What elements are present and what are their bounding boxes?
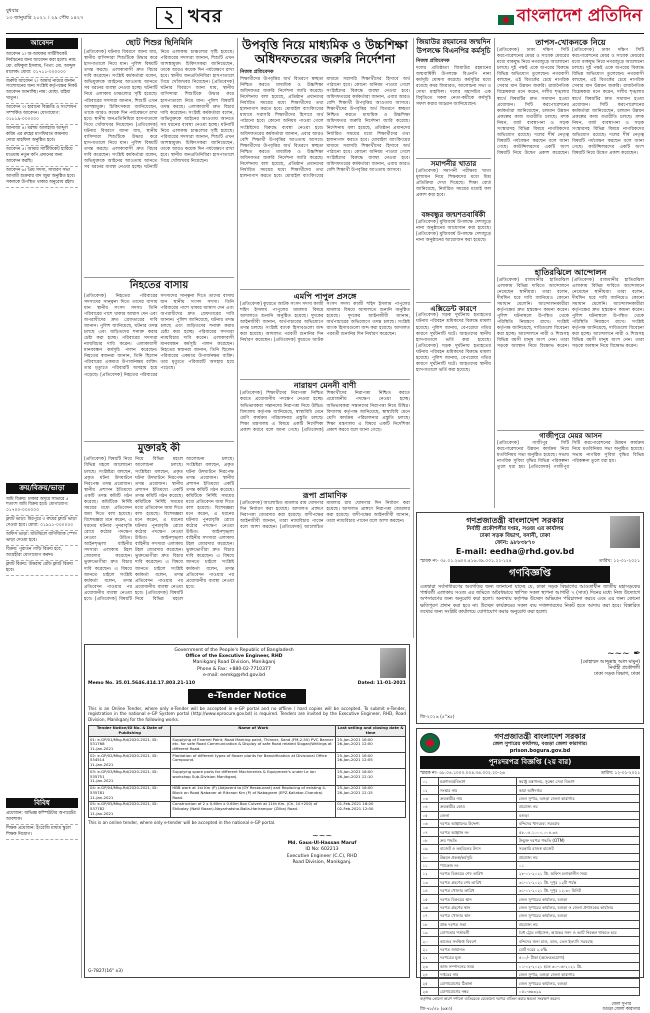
tender-dated: Dated: 11-01-2021 <box>357 680 406 686</box>
misc-title: বিবিধ <box>6 798 78 809</box>
tender-signer: Md. Gaus-Ul-Hassan Maruf <box>287 840 357 846</box>
retender-value: বন্দিদের জন্য চাল, ডাল, তেল ইত্যাদি সরবরাহ <box>517 937 640 945</box>
retender-value: জেল সুপারের কার্যালয়, বগুড়া ও জেলা প্রশাসকের কার্যালয় <box>517 903 640 911</box>
retender-field: যোগ্যতার শর্তাবলী <box>438 929 517 937</box>
retender-sl: ১৮ <box>421 920 439 928</box>
day-label: বুধবার <box>6 8 19 14</box>
retender-value: জেল সুপার, বগুড়া জেলা কারাগার <box>517 970 640 978</box>
section-title: খবর <box>188 6 223 27</box>
logo-text: বাংলাদেশ প্রতিদিন <box>516 6 642 26</box>
body-a3: দলের প্রতিষ্ঠাতা জিয়াউর রহমানের জন্মবার্ষিকী উপলক্ষে বিএনপি নানা কর্মসূচি ঘোষণা করেছে। কর্মসূচির মধ্যে রয়েছে কবর জিয়ারত, আলোচনা সভা ও দোয়া মাহফিল। দলের মহাসচিব এক বিবৃতিতে সকল নেতা-কর্মীকে কর্মসূচি সফল করার আহ্বান জানিয়েছেন। <box>416 65 491 108</box>
retender-field: ক্রয় পদ্ধতি <box>438 836 517 844</box>
ad1-signer-title: নির্বাহী প্রকৌশলী <box>608 665 640 671</box>
retender-row <box>421 920 640 928</box>
tender-row <box>89 737 406 753</box>
classifieds-title: আবেদন <box>6 38 78 49</box>
story-column-3 <box>240 38 410 638</box>
body-a14: [প্রতিবেদক] গাজীপুর সিটি করপোরেশনের উন্নয়ন কার্যক্রম নিয়ে মতবিনিময় সভা অনুষ্ঠিত হয়েছে। সভায় নাগরিক সুবিধা বৃদ্ধির বিভিন্ন পরিকল্পনা তুলে ধরা হয়। [প্রতিবেদক] গাজীপুর সিটি করপোরেশনের উন্নয়ন কার্যক্রম নিয়ে মতবিনিময় সভা অনুষ্ঠিত হয়েছে। সভায় নাগরিক সুবিধা বৃদ্ধির বিভিন্ন পরিকল্পনা তুলে ধরা হয়। <box>497 441 644 471</box>
body-a6: [প্রতিবেদক] নিহতের পরিবারের সদস্যদের সান্ত্বনা দিতে তাদের বাসায় যান স্থানীয় সংসদ সদস্য। তিনি পরিবারের পাশে থাকার আশ্বাস দেন এবং অপরাধীদের দ্রুত গ্রেফতারের দাবি জানান। পুলিশ জানিয়েছে, ঘটনার তদন্ত চলছে এবং জড়িতদের শনাক্ত করার চেষ্টা করা হচ্ছে। পরিবারের সদস্যরা ন্যায়বিচার দাবি করেন। এলাকাবাসী মানববন্ধন কর্মসূচি পালন করেছেন। নিহতের স্বজনরা জানান, তিনি ছিলেন পরিবারের একমাত্র উপার্জনক্ষম ব্যক্তি। তার মৃত্যুতে পরিবারটি অসহায় হয়ে পড়েছে। [প্রতিবেদক] নিহতের পরিবারের সদস্যদের সান্ত্বনা দিতে তাদের বাসায় যান স্থানীয় সংসদ সদস্য। তিনি পরিবারের পাশে থাকার আশ্বাস দেন এবং অপরাধীদের দ্রুত গ্রেফতারের দাবি জানান। পুলিশ জানিয়েছে, ঘটনার তদন্ত চলছে এবং জড়িতদের শনাক্ত করার চেষ্টা করা হচ্ছে। পরিবারের সদস্যরা ন্যায়বিচার দাবি করেন। এলাকাবাসী মানববন্ধন কর্মসূচি পালন করেছেন। নিহতের স্বজনরা জানান, তিনি ছিলেন পরিবারের একমাত্র উপার্জনক্ষম ব্যক্তি। তার মৃত্যুতে পরিবারটি অসহায় হয়ে পড়েছে। <box>84 293 234 378</box>
retender-field: কাজের সংক্ষিপ্ত বিবরণ <box>438 937 517 945</box>
tender-signature: ~~~ <box>311 830 333 840</box>
ad1-location: ঢাকা সড়ক বিভাগ, বনানী, ঢাকা <box>479 532 551 539</box>
retender-field: দরপত্র খোলার স্থান <box>438 912 517 920</box>
retender-value: ৫০০/- টাকা (অফেরতযোগ্য) <box>517 954 640 962</box>
headline-a5: হাতিরঝিলে আন্দোলন <box>534 267 607 277</box>
retender-sl: ০৫ <box>421 811 439 819</box>
ad1-code: জি-২০১৬ (৫''x৫) <box>420 715 455 721</box>
retender-sl: ১৩ <box>421 878 439 886</box>
classified-item: আবেদন ১। অ-আয়কর সার্টিফিকেট নির্বাচনের জন্য আবেদন করা হলো। নাম: মো. রফিকুল ইসলাম, পিতা: মো. আব্দুল মালেক। মোবা: ০১৭১১-০০০০০০ <box>6 51 78 78</box>
retender-value: বৈধ ট্রেড লাইসেন্স, আয়কর সনদ ও ভ্যাট নিবন্ধন থাকতে হবে <box>517 929 640 937</box>
tender-id: 04: e-GP/04/Mkg.Rd/2020-2021, ID: 535781 11-Jan-2021 <box>89 785 171 801</box>
retender-row <box>421 836 640 844</box>
tender-portrait <box>380 648 406 678</box>
retender-sl: ২২ <box>421 954 439 962</box>
ad1-phone: ফোন: ৯৮৮৩৮৭০ <box>494 539 536 546</box>
retender-field: দরপত্র গ্রহণের শেষ তারিখ <box>438 878 517 886</box>
retender-row <box>421 845 640 853</box>
tender-table <box>88 725 406 818</box>
retender-sl: ১৫ <box>421 895 439 903</box>
portrait-image <box>610 516 640 548</box>
retender-sl: ১৯ <box>421 929 439 937</box>
headline-a6: নিহতের বাসায় <box>129 279 189 291</box>
retender-field: প্রাক দরপত্র সভা <box>438 920 517 928</box>
tender-id: 05: e-GP/05/Mkg.Rd/2020-2021, ID: 537782 11-Jan-2021 <box>89 801 171 817</box>
ad2-office: জেল সুপারের কার্যালয়, বগুড়া জেলা কারাগার। <box>492 741 588 748</box>
retender-sl: ১০ <box>421 853 439 861</box>
retender-field: দরপত্র আহ্বান নং <box>438 828 517 836</box>
retender-row <box>421 819 640 827</box>
retender-row <box>421 987 640 995</box>
retender-row <box>421 887 640 895</box>
ad2-header: গণপ্রজাতন্ত্রী বাংলাদেশ সরকার <box>494 732 586 741</box>
retender-row <box>421 903 640 911</box>
tender-col-work: Name of Work <box>171 725 336 736</box>
retender-sl: ০৬ <box>421 819 439 827</box>
classifieds-column <box>6 38 78 978</box>
retender-sl: ০৭ <box>421 828 439 836</box>
body-a11: [প্রতিবেদক] শিক্ষার্থীদের নিরাপত্তা নিশ্চিত করতে প্রয়োজনীয় পদক্ষেপ নেওয়া হচ্ছে। অভিভাবকরা সন্তানদের নিরাপত্তা নিয়ে উদ্বিগ্ন। বিদ্যালয় কর্তৃপক্ষ জানিয়েছে, স্বাস্থ্যবিধি মেনে শ্রেণি কার্যক্রম পরিচালনার প্রস্তুতি চলছে। শিক্ষা মন্ত্রণালয় এ বিষয়ে একটি নির্দেশিকা প্রকাশ করবে বলে জানা গেছে। [প্রতিবেদক] শিক্ষার্থীদের নিরাপত্তা নিশ্চিত করতে প্রয়োজনীয় পদক্ষেপ নেওয়া হচ্ছে। অভিভাবকরা সন্তানদের নিরাপত্তা নিয়ে উদ্বিগ্ন। বিদ্যালয় কর্তৃপক্ষ জানিয়েছে, স্বাস্থ্যবিধি মেনে শ্রেণি কার্যক্রম পরিচালনার প্রস্তুতি চলছে। শিক্ষা মন্ত্রণালয় এ বিষয়ে একটি নির্দেশিকা প্রকাশ করবে বলে জানা গেছে। <box>240 391 410 433</box>
retender-row <box>421 962 640 970</box>
classified-item: আবেদন ৬। প্রিয় সদস্য, সাধারণ সভা আগামী শুক্রবার বাদ জুমা অনুষ্ঠিত হবে। সকলকে উপস্থিত থাকার অনুরোধ রইল। <box>6 167 78 188</box>
retender-field: জেলা <box>438 811 517 819</box>
tender-signer-title: Executive Engineer (C.C), RHD <box>286 853 358 859</box>
retender-sl: ২১ <box>421 945 439 953</box>
retender-row <box>421 811 640 819</box>
retender-field: ক্রয়কারীর কোড <box>438 803 517 811</box>
classified-item: জানাজা ৪। মরহুম আলহাজ আব্দুল করিম এর রুহের মাগফিরাত কামনায় দোয়া মাহফিল অনুষ্ঠিত হবে। <box>6 125 78 146</box>
retender-row <box>421 777 640 785</box>
headline-a13: এক্সিডেন্ট কারণে <box>430 304 477 313</box>
retender-value: ২৮-০১-২০২১ খ্রি. অফিস চলাকালীন সময় <box>517 870 640 878</box>
body-a2: শিক্ষার্থীদের উপবৃত্তির অর্থ বিতরণে স্বচ্ছতা নিশ্চিত করতে মাধ্যমিক ও উচ্চশিক্ষা অধিদফতর জরুরি নির্দেশনা জারি করেছে। নির্দেশনায় বলা হয়েছে, প্রতিষ্ঠান প্রধানদের নির্ধারিত সময়ের মধ্যে শিক্ষার্থীদের তথ্য হালনাগাদ করতে হবে। মোবাইল ব্যাংকিংয়ের মাধ্যমে সরাসরি শিক্ষার্থীদের হিসাবে অর্থ পাঠানো হবে। কোনো অনিয়ম পাওয়া গেলে সংশ্লিষ্টদের বিরুদ্ধে ব্যবস্থা নেওয়া হবে। অধিদফতরের কর্মকর্তারা জানান, এবার আরও বেশি শিক্ষার্থী উপবৃত্তির আওতায় আসবে। শিক্ষার্থীদের উপবৃত্তির অর্থ বিতরণে স্বচ্ছতা নিশ্চিত করতে মাধ্যমিক ও উচ্চশিক্ষা অধিদফতর জরুরি নির্দেশনা জারি করেছে। নির্দেশনায় বলা হয়েছে, প্রতিষ্ঠান প্রধানদের নির্ধারিত সময়ের মধ্যে শিক্ষার্থীদের তথ্য হালনাগাদ করতে হবে। মোবাইল ব্যাংকিংয়ের মাধ্যমে সরাসরি শিক্ষার্থীদের হিসাবে অর্থ পাঠানো হবে। কোনো অনিয়ম পাওয়া গেলে সংশ্লিষ্টদের বিরুদ্ধে ব্যবস্থা নেওয়া হবে। অধিদফতরের কর্মকর্তারা জানান, এবার আরও বেশি শিক্ষার্থী উপবৃত্তির আওতায় আসবে। শিক্ষার্থীদের উপবৃত্তির অর্থ বিতরণে স্বচ্ছতা নিশ্চিত করতে মাধ্যমিক ও উচ্চশিক্ষা অধিদফতর জরুরি নির্দেশনা জারি করেছে। নির্দেশনায় বলা হয়েছে, প্রতিষ্ঠান প্রধানদের নির্ধারিত সময়ের মধ্যে শিক্ষার্থীদের তথ্য হালনাগাদ করতে হবে। মোবাইল ব্যাংকিংয়ের মাধ্যমে সরাসরি শিক্ষার্থীদের হিসাবে অর্থ পাঠানো হবে। কোনো অনিয়ম পাওয়া গেলে সংশ্লিষ্টদের বিরুদ্ধে ব্যবস্থা নেওয়া হবে। অধিদফতরের কর্মকর্তারা জানান, এবার আরও বেশি শিক্ষার্থী উপবৃত্তির আওতায় আসবে। <box>240 77 410 180</box>
ad1-signer-office: ঢাকা সড়ক বিভাগ, ঢাকা <box>594 671 640 677</box>
retender-value: জেল সুপারের কার্যালয়, বগুড়া <box>517 979 640 987</box>
sale-item: ফ্ল্যাট বিক্রয়: উত্তরায় রেডি ফ্ল্যাট বিক্রয় হবে। <box>6 561 78 576</box>
retender-field: যোগাযোগের নম্বর <box>438 987 517 995</box>
retender-sl: ১৪ <box>421 887 439 895</box>
classified-item: আবেদন ৫। আমার সার্টিফিকেট হারিয়ে যাওয়ায় নতুন কপি প্রদানের জন্য আবেদন করছি। <box>6 146 78 167</box>
body-a13: [প্রতিবেদক] সড়ক দুর্ঘটনায় হতাহতের ঘটনায় পরিবহন শ্রমিকদের বিরুদ্ধে মামলা হয়েছে। পুলিশ জানায়, বেপরোয়া গতির কারণে দুর্ঘটনাটি ঘটে। আহতদের স্থানীয় হাসপাতালে ভর্তি করা হয়েছে। [প্রতিবেদক] সড়ক দুর্ঘটনায় হতাহতের ঘটনায় পরিবহন শ্রমিকদের বিরুদ্ধে মামলা হয়েছে। পুলিশ জানায়, বেপরোয়া গতির কারণে দুর্ঘটনাটি ঘটে। আহতদের স্থানীয় হাসপাতালে ভর্তি করা হয়েছে। <box>416 313 491 373</box>
misc-list <box>6 810 78 970</box>
retender-field: উন্নয়ন প্রকল্প/কর্মসূচি <box>438 853 517 861</box>
ad1-email: E-mail: eedha@rhd.gov.bd <box>455 546 575 556</box>
headline-a12: রূপা প্রামাণিক <box>302 491 348 501</box>
tender-work: Construction of 2 x 0.60m x 0.60m Box Culvert at 11th Km. (Ch. 10+200) of Shibalay (Natil Bazar)-Nayarhatsha-Balia-Harirampur (Zilka) Road. <box>171 801 336 817</box>
tender-work: HBB work at 1st Km (P) (Adjacent to JOY Restaurant) and Replacing of existing 4-Block on Road Nabaner at Rikraon Km (P) of Nabagram (EPZ-Kaliakor-Chandra) Road. <box>171 785 336 801</box>
retender-sl: ২৬ <box>421 987 439 995</box>
tender-header3: Manikganj Road Division, Manikganj <box>192 660 276 666</box>
byline-a2: নিজস্ব প্রতিবেদক <box>240 68 274 75</box>
tender-dates: 25-Jan-2021 16:00 26-Jan-2021 12:05 <box>336 753 406 769</box>
ad1-date: তারিখ: ১২-০১-২০২১ <box>599 558 640 564</box>
ad1-signature: ~~~ ✒ <box>606 648 640 659</box>
sale-list <box>6 496 78 796</box>
newspaper-logo <box>498 6 642 27</box>
retender-sl: ১৬ <box>421 903 439 911</box>
sale-item: জমি বিক্রয়: ঢাকার অদূরে সাভারে ৫ শতাংশ জমি বিক্রয় হবে। যোগাযোগ: ০১৭০০-০০০০০০ <box>6 496 78 517</box>
retender-row <box>421 929 640 937</box>
tender-dates: 25-Jan-2021 16:00 26-Jan-2021 12:10 <box>336 769 406 785</box>
classified-item: আবেদন ৩। হারানো বিজ্ঞপ্তি ও সংশোধন সম্পর্কিত আবেদন। যোগাযোগ: ০১৮১৯-০০০০০০ <box>6 104 78 125</box>
headline-a9: সমাপনীর খাতার <box>430 160 477 169</box>
sale-title: ক্রয়/বিক্রয়/ভাড়া <box>6 483 78 494</box>
tender-col-id: Tender Notice/ID No. & Date of Publishing <box>89 725 171 736</box>
sale-item: বিক্রয়: পুরাতন গাড়ি বিক্রয় হবে, আগ্রহীরা যোগাযোগ করুন। <box>6 546 78 561</box>
tender-row <box>89 801 406 817</box>
retender-value: জেল সুপারের কার্যালয়, বগুড়া <box>517 912 640 920</box>
retender-row <box>421 954 640 962</box>
headline-a1: ছোট শিশুর ছিনিমিনি <box>125 38 193 47</box>
flag-icon <box>498 15 514 25</box>
ad2-memo: স্মারক নং- ৫৮.০৪.১০০০.০০৪.৩৪.০০২.২০-২৬ <box>420 770 505 776</box>
retender-value: উন্মুক্ত দরপত্র পদ্ধতি (OTM) <box>517 836 640 844</box>
retender-value: ০১-০২-২০২১ হতে ৩০-০৬-২০২১ খ্রি. <box>517 962 640 970</box>
retender-field: ক্রয়কারীর নাম <box>438 794 517 802</box>
headline-a2: উপবৃত্তি নিয়ে মাধ্যমিক ও উচ্চশিক্ষা অধিদফতরের জরুরি নির্দেশনা <box>242 38 408 67</box>
sale-item: অফিস ভাড়া: মতিঝিলে বাণিজ্যিক স্পেস ভাড়া দেওয়া হবে। <box>6 531 78 546</box>
retender-row <box>421 970 640 978</box>
retender-row <box>421 912 640 920</box>
tender-work: Supplying spare parts for different Machineries & Equipment's under Le Ion workshop Sub-Division Manikganj. <box>171 769 336 785</box>
retender-field: দপ্তরের নাম <box>438 970 517 978</box>
tender-id: 03: e-GP/03/Mkg.Rd/2020-2021, ID: 535751 11-Jan-2021 <box>89 769 171 785</box>
retender-value: ৫৮.০৪.১০০০.০০৪.৩৪ <box>517 828 640 836</box>
masthead <box>6 4 644 34</box>
retender-sl: ২৫ <box>421 979 439 987</box>
tender-row <box>89 753 406 769</box>
ad1-memo: স্মারক নং- ৩৫.০১.২৬০০.৪১৬.৩৯.০০১.২১-১২৪ <box>420 558 512 564</box>
tender-header4: Phone & Fax: +880-02-7710377 <box>197 666 271 672</box>
body-a5: [প্রতিবেদক] রাজধানীর হাতিরঝিল এলাকায় বিভিন্ন দাবিতে আন্দোলনে নেমেছেন স্থানীয়রা। তারা বলেন, দীর্ঘদিন ধরে দাবি জানিয়েও কোনো সমাধান মেলেনি। আন্দোলনকারীরা কর্তৃপক্ষের দ্রুত হস্তক্ষেপ কামনা করেন। পুলিশ ঘটনাস্থলে উপস্থিত থেকে পরিস্থিতি নিয়ন্ত্রণে রাখে। সংশ্লিষ্ট কর্তৃপক্ষ জানিয়েছে, দাবিগুলো বিবেচনা করা হচ্ছে। আন্দোলনে নারী ও শিশুসহ বিভিন্ন বয়সী মানুষ অংশ নেন। তারা সড়কে অবস্থান নিয়ে বিক্ষোভ করেন। [প্রতিবেদক] রাজধানীর হাতিরঝিল এলাকায় বিভিন্ন দাবিতে আন্দোলনে নেমেছেন স্থানীয়রা। তারা বলেন, দীর্ঘদিন ধরে দাবি জানিয়েও কোনো সমাধান মেলেনি। আন্দোলনকারীরা কর্তৃপক্ষের দ্রুত হস্তক্ষেপ কামনা করেন। পুলিশ ঘটনাস্থলে উপস্থিত থেকে পরিস্থিতি নিয়ন্ত্রণে রাখে। সংশ্লিষ্ট কর্তৃপক্ষ জানিয়েছে, দাবিগুলো বিবেচনা করা হচ্ছে। আন্দোলনে নারী ও শিশুসহ বিভিন্ন বয়সী মানুষ অংশ নেন। তারা সড়কে অবস্থান নিয়ে বিক্ষোভ করেন। <box>497 277 644 350</box>
retender-sl: ০৯ <box>421 845 439 853</box>
retender-field: দরপত্র গ্রহণের স্থান <box>438 903 517 911</box>
retender-field: দরপত্রের মূল্য <box>438 954 517 962</box>
byline-a3: নিজস্ব প্রতিবেদক <box>416 57 450 64</box>
retender-value: স্বরাষ্ট্র মন্ত্রণালয়, সুরক্ষা সেবা বিভাগ <box>517 777 640 785</box>
retender-row <box>421 870 640 878</box>
retender-table <box>420 777 640 996</box>
tender-id: 01: e-GP/01/Mkg.Rd/2020-2021, ID: 531768 11-Jan-2021 <box>89 737 171 753</box>
headline-a3: জিয়াউর রহমানের জন্মদিন উপলক্ষে বিএনপির কর্মসূচি <box>416 38 491 55</box>
story-column-4 <box>416 38 491 508</box>
retender-field: মন্ত্রণালয়/বিভাগ <box>438 777 517 785</box>
misc-item: প্রয়োজন: অভিজ্ঞ কম্পিউটার অপারেটর আবশ্যক। <box>6 810 78 825</box>
body-a9: [প্রতিবেদক] সমাপনী পরীক্ষার খাতা মূল্যায়ন নিয়ে শিক্ষকদের মধ্যে মিশ্র প্রতিক্রিয়া দেখা দিয়েছে। শিক্ষা বোর্ড জানিয়েছে, নির্ধারিত সময়ের মধ্যেই ফল প্রকাশ করা হবে। <box>416 169 491 199</box>
retender-row <box>421 803 640 811</box>
retender-row <box>421 945 640 953</box>
retender-value: প্রযোজ্য নয় <box>517 853 640 861</box>
tender-intro: This is an Online Tender, where only e-Tender will be accepted in e-GP portal and no offline / hard copies will be accepted. To submit e-Tender, registration in the national e-GP System portal (http://www.eprocure.gov.bd) is required. Tenders are invited by the Executive Engineer, RHD, Road Division, Manikganj for the following works. <box>88 705 406 723</box>
tender-signer-office: Road Division, Manikganj. <box>292 860 352 866</box>
misc-item: শিক্ষক প্রয়োজন: ইংরেজি মাধ্যম স্কুলে শিক্ষক নিয়োগ। <box>6 825 78 840</box>
ad2-signer: জেল সুপার <box>611 1001 631 1007</box>
ad2-signer-office: বগুড়া জেলা কারাগার <box>602 1007 640 1013</box>
classified-item: জরুরি আবেদন ২। আমার নামের বানান সংশোধনের জন্য সংশ্লিষ্ট কর্তৃপক্ষের নিকট আবেদন জানাচ্ছি। নাম: মোছা. রহিমা খাতুন। <box>6 78 78 105</box>
tender-header5: e-mail: eemkg@rhd.gov.bd <box>202 672 266 678</box>
retender-value: জেল সুপারের কার্যালয়, বগুড়া <box>517 895 640 903</box>
retender-row <box>421 828 640 836</box>
retender-field: দরপত্র বিক্রয়ের স্থান <box>438 895 517 903</box>
retender-value: সরকারি রাজস্ব বাজেট <box>517 845 640 853</box>
retender-sl: ২০ <box>421 937 439 945</box>
retender-sl: ০১ <box>421 777 439 785</box>
retender-row <box>421 786 640 794</box>
tender-row <box>89 769 406 785</box>
retender-row <box>421 861 640 869</box>
headline-a7: মুক্তারই কী <box>137 443 181 455</box>
retender-row <box>421 878 640 886</box>
tender-dates: 25-Jan-2021 16:00 26-Jan-2021 12:00 <box>336 737 406 753</box>
ad1-header: গণপ্রজাতন্ত্রী বাংলাদেশ সরকার <box>466 516 564 525</box>
body-a7: [প্রতিবেদক] বিষয়টি নিয়ে বিভিন্ন মহলে আলোচনা চলছে। সংশ্লিষ্টরা বলছেন, প্রকৃত ঘটনা উদঘাটনে নিরপেক্ষ তদন্ত প্রয়োজন। স্থানীয় প্রশাসন ইতিমধ্যে একটি তদন্ত কমিটি গঠন করেছে। কমিটিকে নির্দিষ্ট সময়ের মধ্যে প্রতিবেদন জমা দিতে বলা হয়েছে। বিশেষজ্ঞরা মনে করেন, এ ধরনের ঘটনার পুনরাবৃত্তি রোধে কঠোর পদক্ষেপ নেওয়া উচিত। আইনশৃঙ্খলা বাহিনীর সদস্যরা এলাকায় টহল জোরদার করেছেন। ভুক্তভোগীরা দ্রুত বিচার দাবি করেছেন। এ বিষয়ে জানতে চাইলে সংশ্লিষ্ট কর্মকর্তা বলেন, তদন্ত প্রতিবেদন পাওয়ার পর প্রয়োজনীয় ব্যবস্থা নেওয়া হবে। [প্রতিবেদক] বিষয়টি নিয়ে বিভিন্ন মহলে আলোচনা চলছে। সংশ্লিষ্টরা বলছেন, প্রকৃত ঘটনা উদঘাটনে নিরপেক্ষ তদন্ত প্রয়োজন। স্থানীয় প্রশাসন ইতিমধ্যে একটি তদন্ত কমিটি গঠন করেছে। কমিটিকে নির্দিষ্ট সময়ের মধ্যে প্রতিবেদন জমা দিতে বলা হয়েছে। বিশেষজ্ঞরা মনে করেন, এ ধরনের ঘটনার পুনরাবৃত্তি রোধে কঠোর পদক্ষেপ নেওয়া উচিত। আইনশৃঙ্খলা বাহিনীর সদস্যরা এলাকায় টহল জোরদার করেছেন। ভুক্তভোগীরা দ্রুত বিচার দাবি করেছেন। এ বিষয়ে জানতে চাইলে সংশ্লিষ্ট কর্মকর্তা বলেন, তদন্ত প্রতিবেদন পাওয়ার পর প্রয়োজনীয় ব্যবস্থা নেওয়া হবে। [প্রতিবেদক] বিষয়টি নিয়ে বিভিন্ন মহলে আলোচনা চলছে। সংশ্লিষ্টরা বলছেন, প্রকৃত ঘটনা উদঘাটনে নিরপেক্ষ তদন্ত প্রয়োজন। স্থানীয় প্রশাসন ইতিমধ্যে একটি তদন্ত কমিটি গঠন করেছে। কমিটিকে নির্দিষ্ট সময়ের মধ্যে প্রতিবেদন জমা দিতে বলা হয়েছে। বিশেষজ্ঞরা মনে করেন, এ ধরনের ঘটনার পুনরাবৃত্তি রোধে কঠোর পদক্ষেপ নেওয়া উচিত। আইনশৃঙ্খলা বাহিনীর সদস্যরা এলাকায় টহল জোরদার করেছেন। ভুক্তভোগীরা দ্রুত বিচার দাবি করেছেন। এ বিষয়ে জানতে চাইলে সংশ্লিষ্ট কর্মকর্তা বলেন, তদন্ত প্রতিবেদন পাওয়ার পর প্রয়োজনীয় ব্যবস্থা নেওয়া হবে। <box>84 457 234 602</box>
story-column-5 <box>497 38 644 508</box>
tender-row <box>89 785 406 801</box>
tender-title: e-Tender Notice <box>188 689 306 704</box>
classifieds-list <box>6 51 78 481</box>
body-a4: [প্রতিবেদক] ঢাকা দক্ষিণ সিটি করপোরেশনের মেয়র ও সাবেক মেয়রের মধ্যে বাকযুদ্ধ নিয়ে নগরজুড়ে আলোচনা চলছে। দুই পক্ষই একে অপরের বিরুদ্ধে বিভিন্ন অভিযোগ তুলেছেন। নগরবাসী বলছেন, এই বিতর্কের চেয়ে নাগরিক সেবার মান উন্নয়ন জরুরি। রাজনৈতিক বিশ্লেষকরা মনে করেন, দলীয় শৃঙ্খলার স্বার্থে বিষয়টির দ্রুত সমাধান হওয়া প্রয়োজন। সিটি করপোরেশনের কর্মকর্তারা জানিয়েছেন, চলমান উন্নয়ন প্রকল্পের কাজ যথারীতি চলছে। মশক নিধন, বর্জ্য ব্যবস্থাপনা ও সড়ক সংস্কারসহ বিভিন্ন বিষয়ে নাগরিকদের অভিযোগ রয়েছে। দলের শীর্ষ নেতৃত্ব বিষয়টি পর্যবেক্ষণ করছেন বলে জানা গেছে। কাউন্সিলরদের একটি অংশ বিষয়টি নিয়ে উদ্বেগ প্রকাশ করেছেন। [প্রতিবেদক] ঢাকা দক্ষিণ সিটি করপোরেশনের মেয়র ও সাবেক মেয়রের মধ্যে বাকযুদ্ধ নিয়ে নগরজুড়ে আলোচনা চলছে। দুই পক্ষই একে অপরের বিরুদ্ধে বিভিন্ন অভিযোগ তুলেছেন। নগরবাসী বলছেন, এই বিতর্কের চেয়ে নাগরিক সেবার মান উন্নয়ন জরুরি। রাজনৈতিক বিশ্লেষকরা মনে করেন, দলীয় শৃঙ্খলার স্বার্থে বিষয়টির দ্রুত সমাধান হওয়া প্রয়োজন। সিটি করপোরেশনের কর্মকর্তারা জানিয়েছেন, চলমান উন্নয়ন প্রকল্পের কাজ যথারীতি চলছে। মশক নিধন, বর্জ্য ব্যবস্থাপনা ও সড়ক সংস্কারসহ বিভিন্ন বিষয়ে নাগরিকদের অভিযোগ রয়েছে। দলের শীর্ষ নেতৃত্ব বিষয়টি পর্যবেক্ষণ করছেন বলে জানা গেছে। কাউন্সিলরদের একটি অংশ বিষয়টি নিয়ে উদ্বেগ প্রকাশ করেছেন। <box>497 48 644 157</box>
retender-value: প্রযোজ্য নয় <box>517 920 640 928</box>
ad2-code: জি-৭৮/৫৮ (৬x৩) <box>420 1007 453 1013</box>
body-a8: [প্রতিবেদক] কুয়েতে আটক সংসদ সদস্য কাজী শহিদ ইসলাম পাপুলের মামলার বিষয়ে আদালতে শুনানি অনুষ্ঠিত হয়েছে। দুদকের আইনজীবী জানান, অর্থপাচারের অভিযোগে তদন্ত চলছে। সংশ্লিষ্ট ব্যাংক হিসাবগুলো জব্দ করা হয়েছে। আদালত পরবর্তী শুনানির দিন নির্ধারণ করেছেন। [প্রতিবেদক] কুয়েতে আটক সংসদ সদস্য কাজী শহিদ ইসলাম পাপুলের মামলার বিষয়ে আদালতে শুনানি অনুষ্ঠিত হয়েছে। দুদকের আইনজীবী জানান, অর্থপাচারের অভিযোগে তদন্ত চলছে। সংশ্লিষ্ট ব্যাংক হিসাবগুলো জব্দ করা হয়েছে। আদালত পরবর্তী শুনানির দিন নির্ধারণ করেছেন। <box>240 301 410 344</box>
page-number: ২ <box>156 7 182 29</box>
retender-value: ০৫১-৬৬৩২৯ <box>517 987 640 995</box>
tender-col-date: Last selling and closing date & time <box>337 725 404 735</box>
ad1-signer: (মোহাম্মদ আব্দুল্লাহ আল মামুন) <box>580 660 640 665</box>
ad2-footer: কর্তৃপক্ষ কোনো কারণ দর্শানো ব্যতিরেকে যেকোনো দরপত্র বাতিল করার ক্ষমতা সংরক্ষণ করেন। <box>420 996 560 1002</box>
retender-value: ৩১-০১-২০২১ খ্রি. দুপুর ১২টা পর্যন্ত <box>517 878 640 886</box>
retender-value: মোট দরের ২.৫% <box>517 945 640 953</box>
retender-sl: ১৭ <box>421 912 439 920</box>
tender-signer-id: ID No: 602213 <box>305 847 339 853</box>
retender-sl: ২৪ <box>421 970 439 978</box>
retender-field: দরপত্র খোলার তারিখ <box>438 887 517 895</box>
ad1-body: এতদ্বারা সর্বসাধারণের অবগতির জন্য জানানো যাচ্ছে যে, ঢাকা সড়ক বিভাগের আওতাধীন জাতীয় মহাসড়কের পার্শ্ববর্তী এলাকায় সওজ এর জমিতে অবৈধভাবে স্থাপিত সকল স্থাপনা আগামী ৭ (সাত) দিনের মধ্যে নিজ উদ্যোগে অপসারণের জন্য অনুরোধ করা হলো। অন্যথায় কর্তৃপক্ষ উচ্ছেদ অভিযান পরিচালনা করবে এবং এর জন্য কোনো ক্ষতিপূরণ প্রদান করা হবে না। উচ্ছেদ কার্যক্রমের সকল ব্যয় দখলদারদের নিকট হতে আদায় করা হবে। বিস্তারিত তথ্যের জন্য সংশ্লিষ্ট কার্যালয়ে যোগাযোগ করার অনুরোধ করা হলো। <box>420 584 640 616</box>
tender-memo: Memo No. 35.01.5646.414.17.803.21-110 <box>88 680 196 686</box>
retender-value: কারা অধিদপ্তর <box>517 786 640 794</box>
tender-notice-ad <box>84 644 410 978</box>
body-a10: [প্রতিবেদক] মুজিববর্ষ উপলক্ষে দেশজুড়ে নানা অনুষ্ঠানের আয়োজন করা হয়েছে। [প্রতিবেদক] মুজিববর্ষ উপলক্ষে দেশজুড়ে নানা অনুষ্ঠানের আয়োজন করা হয়েছে। <box>416 219 491 244</box>
body-a12: [প্রতিবেদক] আলোচিত মামলার রায় ঘোষণার দিন নির্ধারণ করা হয়েছে। আদালত প্রাঙ্গণে নিরাপত্তা জোরদার করা হয়েছে। বাদীপক্ষের আইনজীবী জানান, তারা ন্যায়বিচার পাবেন বলে আশা করছেন। [প্রতিবেদক] আলোচিত মামলার রায় ঘোষণার দিন নির্ধারণ করা হয়েছে। আদালত প্রাঙ্গণে নিরাপত্তা জোরদার করা হয়েছে। বাদীপক্ষের আইনজীবী জানান, তারা ন্যায়বিচার পাবেন বলে আশা করছেন। <box>240 501 410 531</box>
headline-a10: বঙ্গবন্ধুর জন্মশতবার্ষিকী <box>421 211 486 220</box>
retender-value: বগুড়া <box>517 811 640 819</box>
ad2-web: prison.bogura.gov.bd <box>509 747 571 754</box>
headline-a14: গাজীপুরে মেয়র আসন <box>539 432 602 441</box>
retender-field: প্যাকেজ নং <box>438 861 517 869</box>
retender-value: বন্দিদের খাদ্যদ্রব্য সরবরাহ <box>517 819 640 827</box>
masthead-date <box>6 8 83 22</box>
retender-row <box>421 895 640 903</box>
ad2-date: তারিখ: ১২-০১-২০২১ <box>600 770 640 776</box>
retender-row <box>421 937 640 945</box>
tender-code: G-7827(16" x3) <box>88 969 123 975</box>
headline-a4: তাপস-খোকনকে নিয়ে <box>535 38 606 47</box>
tender-dates: 25-Jan-2021 16:00 26-Jan-2021 12:15 <box>336 785 406 801</box>
retender-value: জেল সুপার, বগুড়া জেলা কারাগার <box>517 794 640 802</box>
retender-value: ০১ <box>517 861 640 869</box>
retender-row <box>421 979 640 987</box>
ad1-title: গণবিজ্ঞপ্তি <box>450 566 610 583</box>
tender-dates: 01-Feb-2021 16:00 02-Feb-2021 12:00 <box>336 801 406 817</box>
retender-sl: ০৮ <box>421 836 439 844</box>
tender-work: Plantation of different types of flower plants for Beautification at Divisional Office Compound. <box>171 753 336 769</box>
retender-sl: ০৪ <box>421 803 439 811</box>
retender-field: যোগাযোগের ঠিকানা <box>438 979 517 987</box>
retender-value: প্রযোজ্য নয় <box>517 803 640 811</box>
retender-notice-ad <box>416 728 644 1013</box>
retender-value: ৩১-০১-২০২১ খ্রি. দুপুর ১২.৩০ মিনিট <box>517 887 640 895</box>
tender-id: 02: e-GP/02/Mkg.Rd/2020-2021, ID: 534514 11-Jan-2021 <box>89 753 171 769</box>
newspaper-page <box>6 4 644 1013</box>
ad2-title: পুনঃদরপত্র বিজ্ঞপ্তি (২য় বার) <box>420 756 640 769</box>
headline-a11: নারায়ণ মেননী বাণী <box>293 381 357 391</box>
retender-field: দরপত্র বিক্রয়ের শেষ তারিখ <box>438 870 517 878</box>
tender-work: Supplying of Enamel Paint, Road Marking paint, Thinner, Sand (FM-2.50) PVC Banner etc. for safe Road Communication & Display of safe Road related Slogan/Writings at different Road. <box>171 737 336 753</box>
retender-field: সংস্থার নাম <box>438 786 517 794</box>
govt-emblem-icon <box>420 733 440 753</box>
retender-field: কাজ সম্পাদনের সময় <box>438 962 517 970</box>
retender-row <box>421 794 640 802</box>
headline-a8: এমপি পাপুল প্রসঙ্গে <box>293 291 357 301</box>
tender-note: This is an online tender, where only e-tender will be accepted in the national e-GP portal. <box>88 820 276 826</box>
tender-header1: Government of the People's Republic of Bangladesh <box>174 648 294 653</box>
retender-row <box>421 853 640 861</box>
sale-item: ফ্ল্যাট ভাড়া: মিরপুরে ৩ রুমের ফ্ল্যাট ভাড়া দেওয়া হবে। মোবা: ০১৯১১-০০০০০০ <box>6 516 78 531</box>
public-notice-ad <box>416 512 644 724</box>
retender-sl: ১১ <box>421 861 439 869</box>
retender-sl: ০২ <box>421 786 439 794</box>
retender-sl: ২৩ <box>421 962 439 970</box>
retender-field: বাজেট ও তহবিলের উৎস <box>438 845 517 853</box>
story-column-2 <box>84 38 234 638</box>
retender-sl: ১২ <box>421 870 439 878</box>
date-label: ১৩ জানুয়ারি ২০২১ । ২৯ পৌষ ১৪২৭ <box>6 15 84 21</box>
retender-field: দরপত্র জামানত <box>438 945 517 953</box>
retender-sl: ০৩ <box>421 794 439 802</box>
body-a1: [প্রতিবেদক] ঘটনার বিবরণে জানা যায়, স্থানীয় বাসিন্দারা শিশুটিকে উদ্ধার করে হাসপাতালে নিয়ে যান। পুলিশ বিষয়টি তদন্ত করছে। এলাকাবাসী দ্রুত বিচার দাবি করেছেন। সংশ্লিষ্ট কর্মকর্তারা বলেন, অভিযুক্তকে আইনের আওতায় আনতে সব ধরনের ব্যবস্থা নেওয়া হচ্ছে। ঘটনাটি নিয়ে এলাকায় চাঞ্চল্যের সৃষ্টি হয়েছে। পরিবারের সদস্যরা জানান, শিশুটি এখন আশঙ্কামুক্ত। চিকিৎসকরা জানিয়েছেন, তাকে আরও কয়েক দিন পর্যবেক্ষণে রাখা হবে। স্থানীয় জনপ্রতিনিধিরা হাসপাতালে গিয়ে খোঁজখবর নিয়েছেন। [প্রতিবেদক] ঘটনার বিবরণে জানা যায়, স্থানীয় বাসিন্দারা শিশুটিকে উদ্ধার করে হাসপাতালে নিয়ে যান। পুলিশ বিষয়টি তদন্ত করছে। এলাকাবাসী দ্রুত বিচার দাবি করেছেন। সংশ্লিষ্ট কর্মকর্তারা বলেন, অভিযুক্তকে আইনের আওতায় আনতে সব ধরনের ব্যবস্থা নেওয়া হচ্ছে। ঘটনাটি নিয়ে এলাকায় চাঞ্চল্যের সৃষ্টি হয়েছে। পরিবারের সদস্যরা জানান, শিশুটি এখন আশঙ্কামুক্ত। চিকিৎসকরা জানিয়েছেন, তাকে আরও কয়েক দিন পর্যবেক্ষণে রাখা হবে। স্থানীয় জনপ্রতিনিধিরা হাসপাতালে গিয়ে খোঁজখবর নিয়েছেন। [প্রতিবেদক] ঘটনার বিবরণে জানা যায়, স্থানীয় বাসিন্দারা শিশুটিকে উদ্ধার করে হাসপাতালে নিয়ে যান। পুলিশ বিষয়টি তদন্ত করছে। এলাকাবাসী দ্রুত বিচার দাবি করেছেন। সংশ্লিষ্ট কর্মকর্তারা বলেন, অভিযুক্তকে আইনের আওতায় আনতে সব ধরনের ব্যবস্থা নেওয়া হচ্ছে। ঘটনাটি নিয়ে এলাকায় চাঞ্চল্যের সৃষ্টি হয়েছে। পরিবারের সদস্যরা জানান, শিশুটি এখন আশঙ্কামুক্ত। চিকিৎসকরা জানিয়েছেন, তাকে আরও কয়েক দিন পর্যবেক্ষণে রাখা হবে। স্থানীয় জনপ্রতিনিধিরা হাসপাতালে গিয়ে খোঁজখবর নিয়েছেন। <box>84 50 235 171</box>
tender-header2: Office of the Executive Engineer, RHD <box>185 654 283 660</box>
retender-field: দরপত্র আহ্বানের উদ্দেশ্য <box>438 819 517 827</box>
ad1-office: নির্বাহী প্রকৌশলীর দপ্তর, সওজ এর কার্যালয় <box>466 526 564 532</box>
